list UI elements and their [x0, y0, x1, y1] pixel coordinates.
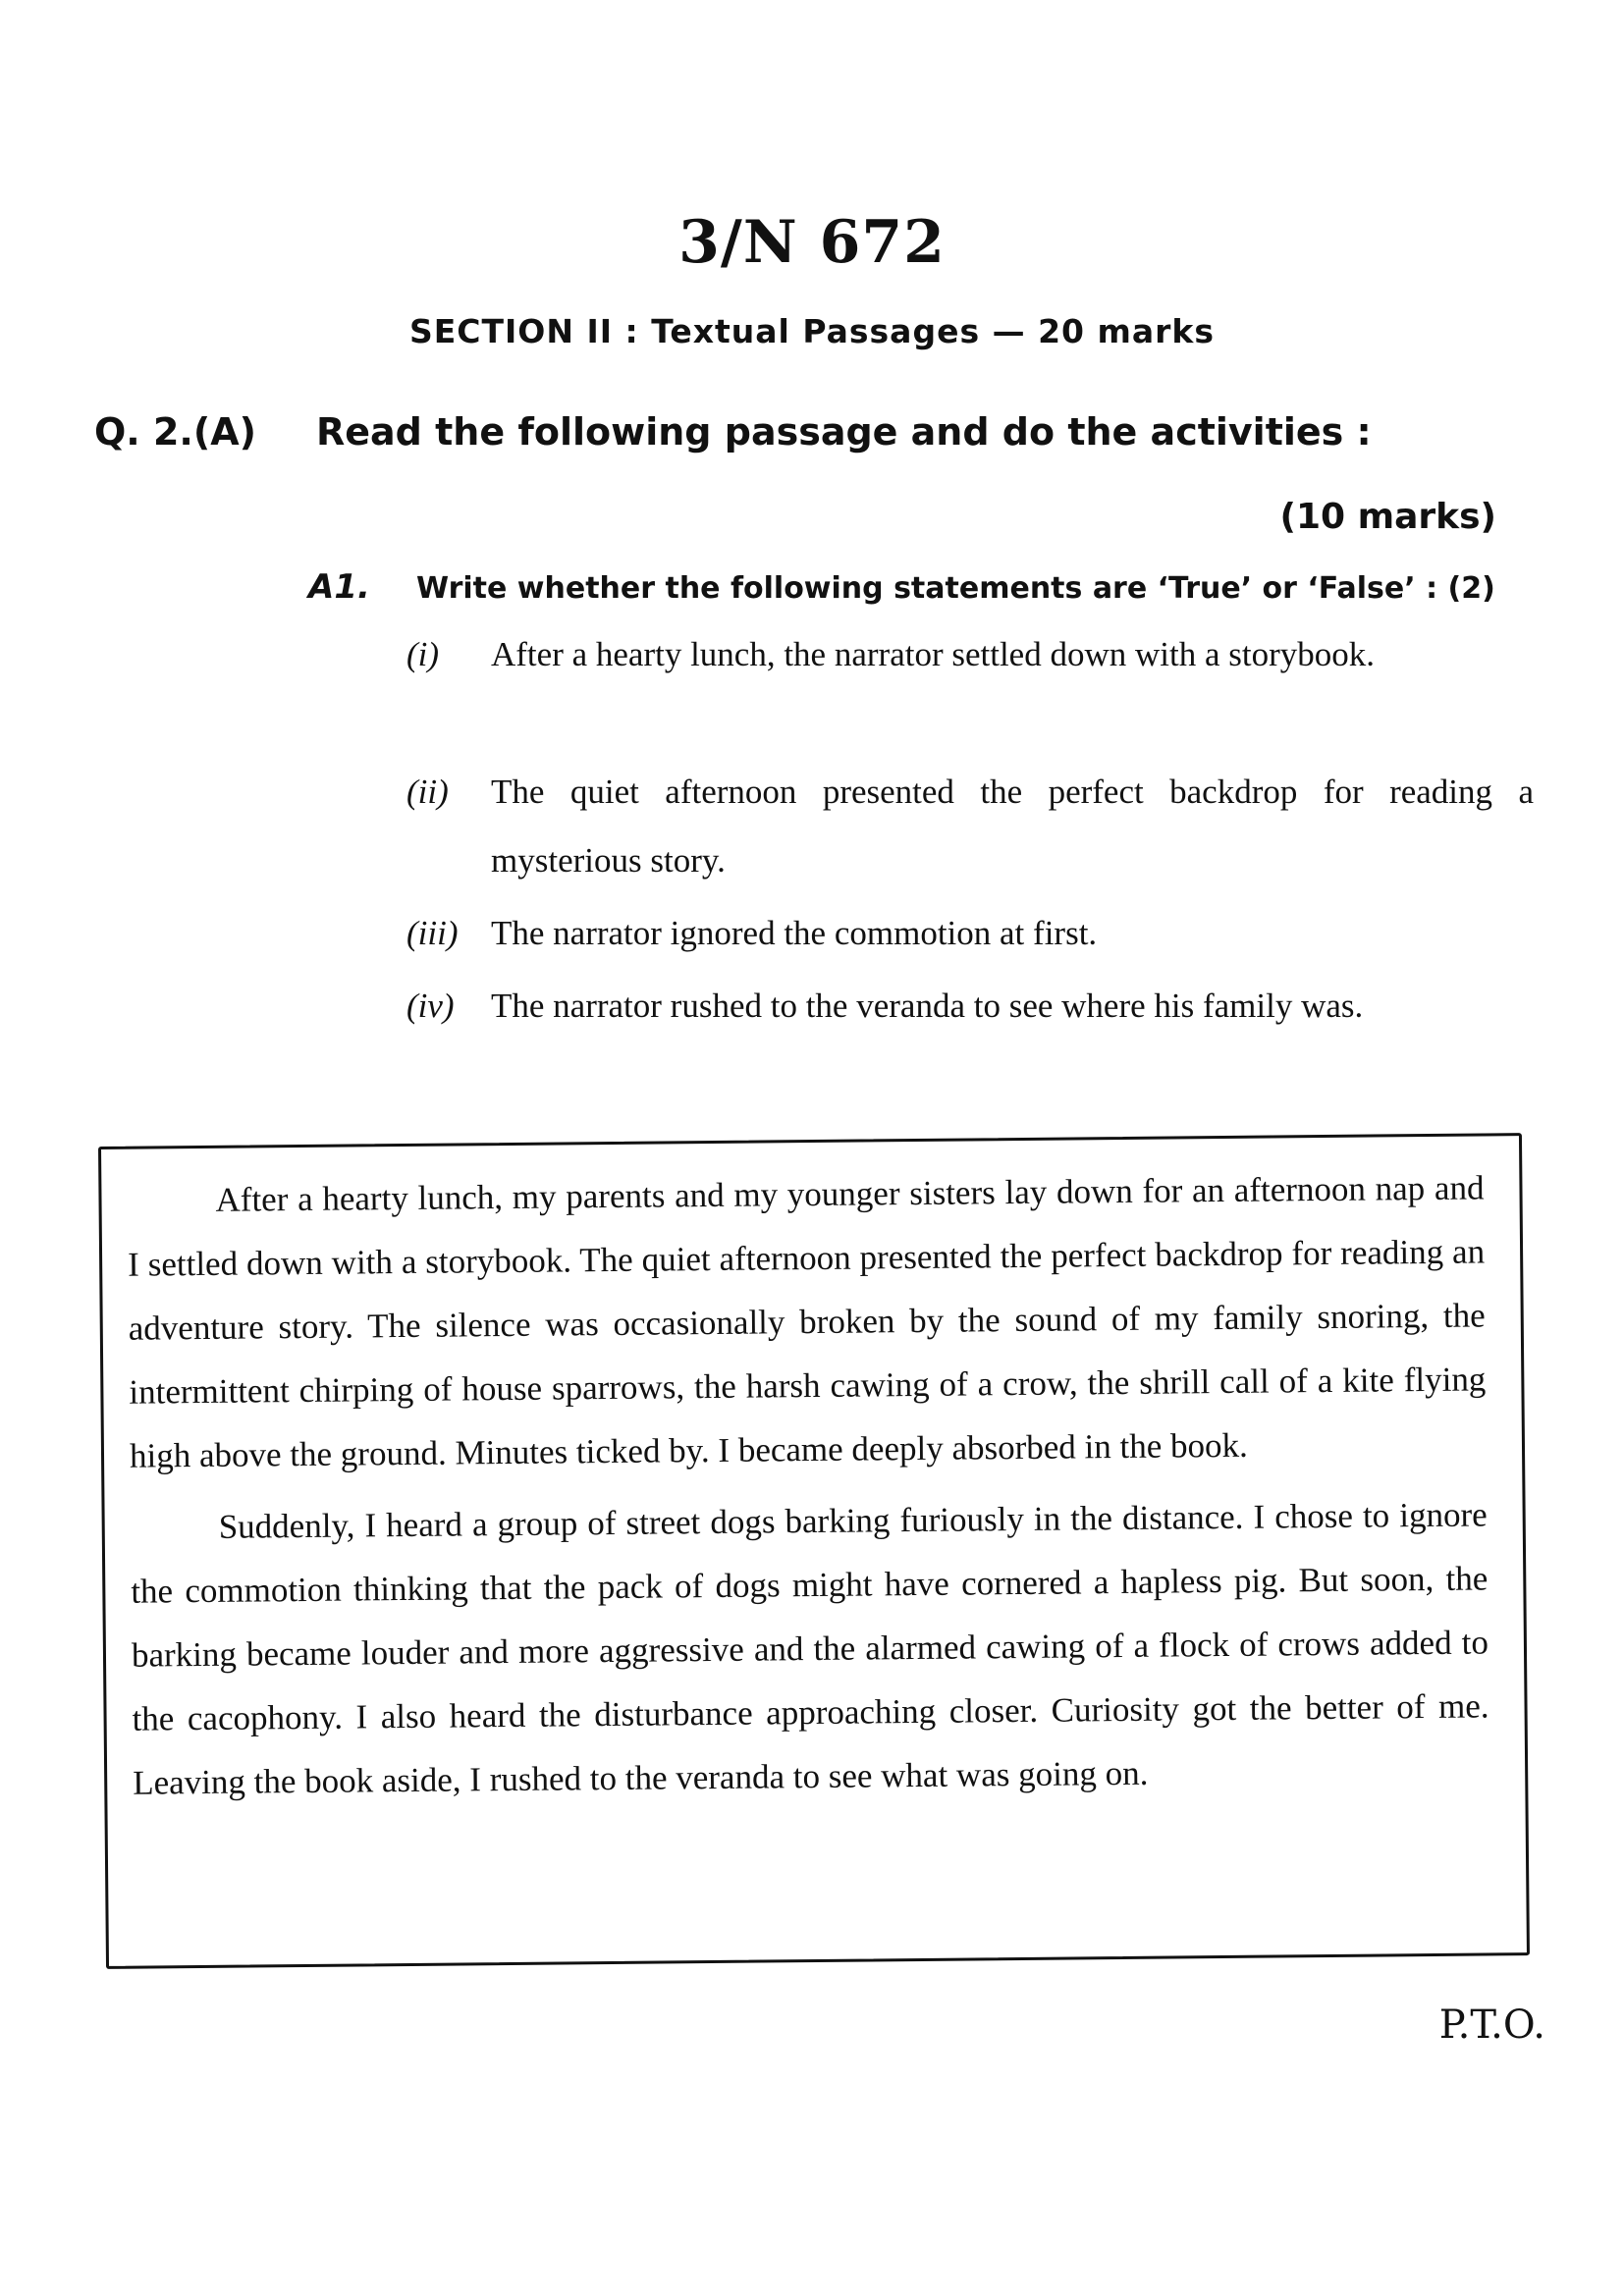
passage-box	[98, 1133, 1530, 1969]
statement-text: After a hearty lunch, the narrator settled down with a storybook.	[491, 635, 1376, 673]
section-title: SECTION II : Textual Passages — 20 marks	[408, 312, 1215, 350]
statement-text: The quiet afternoon presented the perfect backdrop for reading a mysterious story.	[491, 773, 1534, 880]
statement-2	[406, 758, 1534, 895]
activity-instruction: Write whether the following statements are ‘True’ or ‘False’ : (2)	[416, 571, 1495, 606]
question-marks: (10 marks)	[1279, 497, 1496, 537]
question-instruction: Read the following passage and do the activities :	[316, 410, 1372, 454]
statement-3	[406, 899, 1534, 968]
passage-paragraph-1: After a hearty lunch, my parents and my younger sisters lay down for an afternoon nap and I settled down with a storybook. The quiet afternoon presented the perfect backdrop for reading an adventure story. The silence was occasionally broken by the sound of my family snoring, the intermittent chirping of house sparrows, the harsh cawing of a crow, the shrill call of a kite flying high above the ground. Minutes ticked by. I became deeply absorbed in the book.	[127, 1168, 1487, 1475]
statement-number: (iv)	[406, 987, 455, 1025]
statement-text: The narrator rushed to the veranda to see where his family was.	[491, 987, 1364, 1025]
activity-label: A1.	[308, 567, 370, 607]
paper-code: 3/N 672	[678, 208, 946, 277]
statement-text: The narrator ignored the commotion at first.	[491, 914, 1098, 952]
passage-paragraph-2: Suddenly, I heard a group of street dogs barking furiously in the distance. I chose to ignore the commotion thinking that the pack of dogs might have cornered a hapless pig. But soon, the barking became louder and more aggressive and the alarmed cawing of a flock of crows added to the cacophony. I also heard the disturbance approaching closer. Curiosity got the better of me. Leaving the book aside, I rushed to the veranda to see what was going on.	[131, 1495, 1489, 1802]
question-number: Q. 2.(A)	[94, 410, 256, 454]
page-turn-note: P.T.O.	[1438, 2002, 1545, 2048]
statement-number: (ii)	[406, 773, 449, 811]
question-heading	[94, 410, 1372, 454]
statement-number: (iii)	[406, 914, 459, 952]
statement-number: (i)	[406, 635, 440, 673]
statement-1	[406, 620, 1534, 689]
statement-4	[406, 972, 1534, 1041]
